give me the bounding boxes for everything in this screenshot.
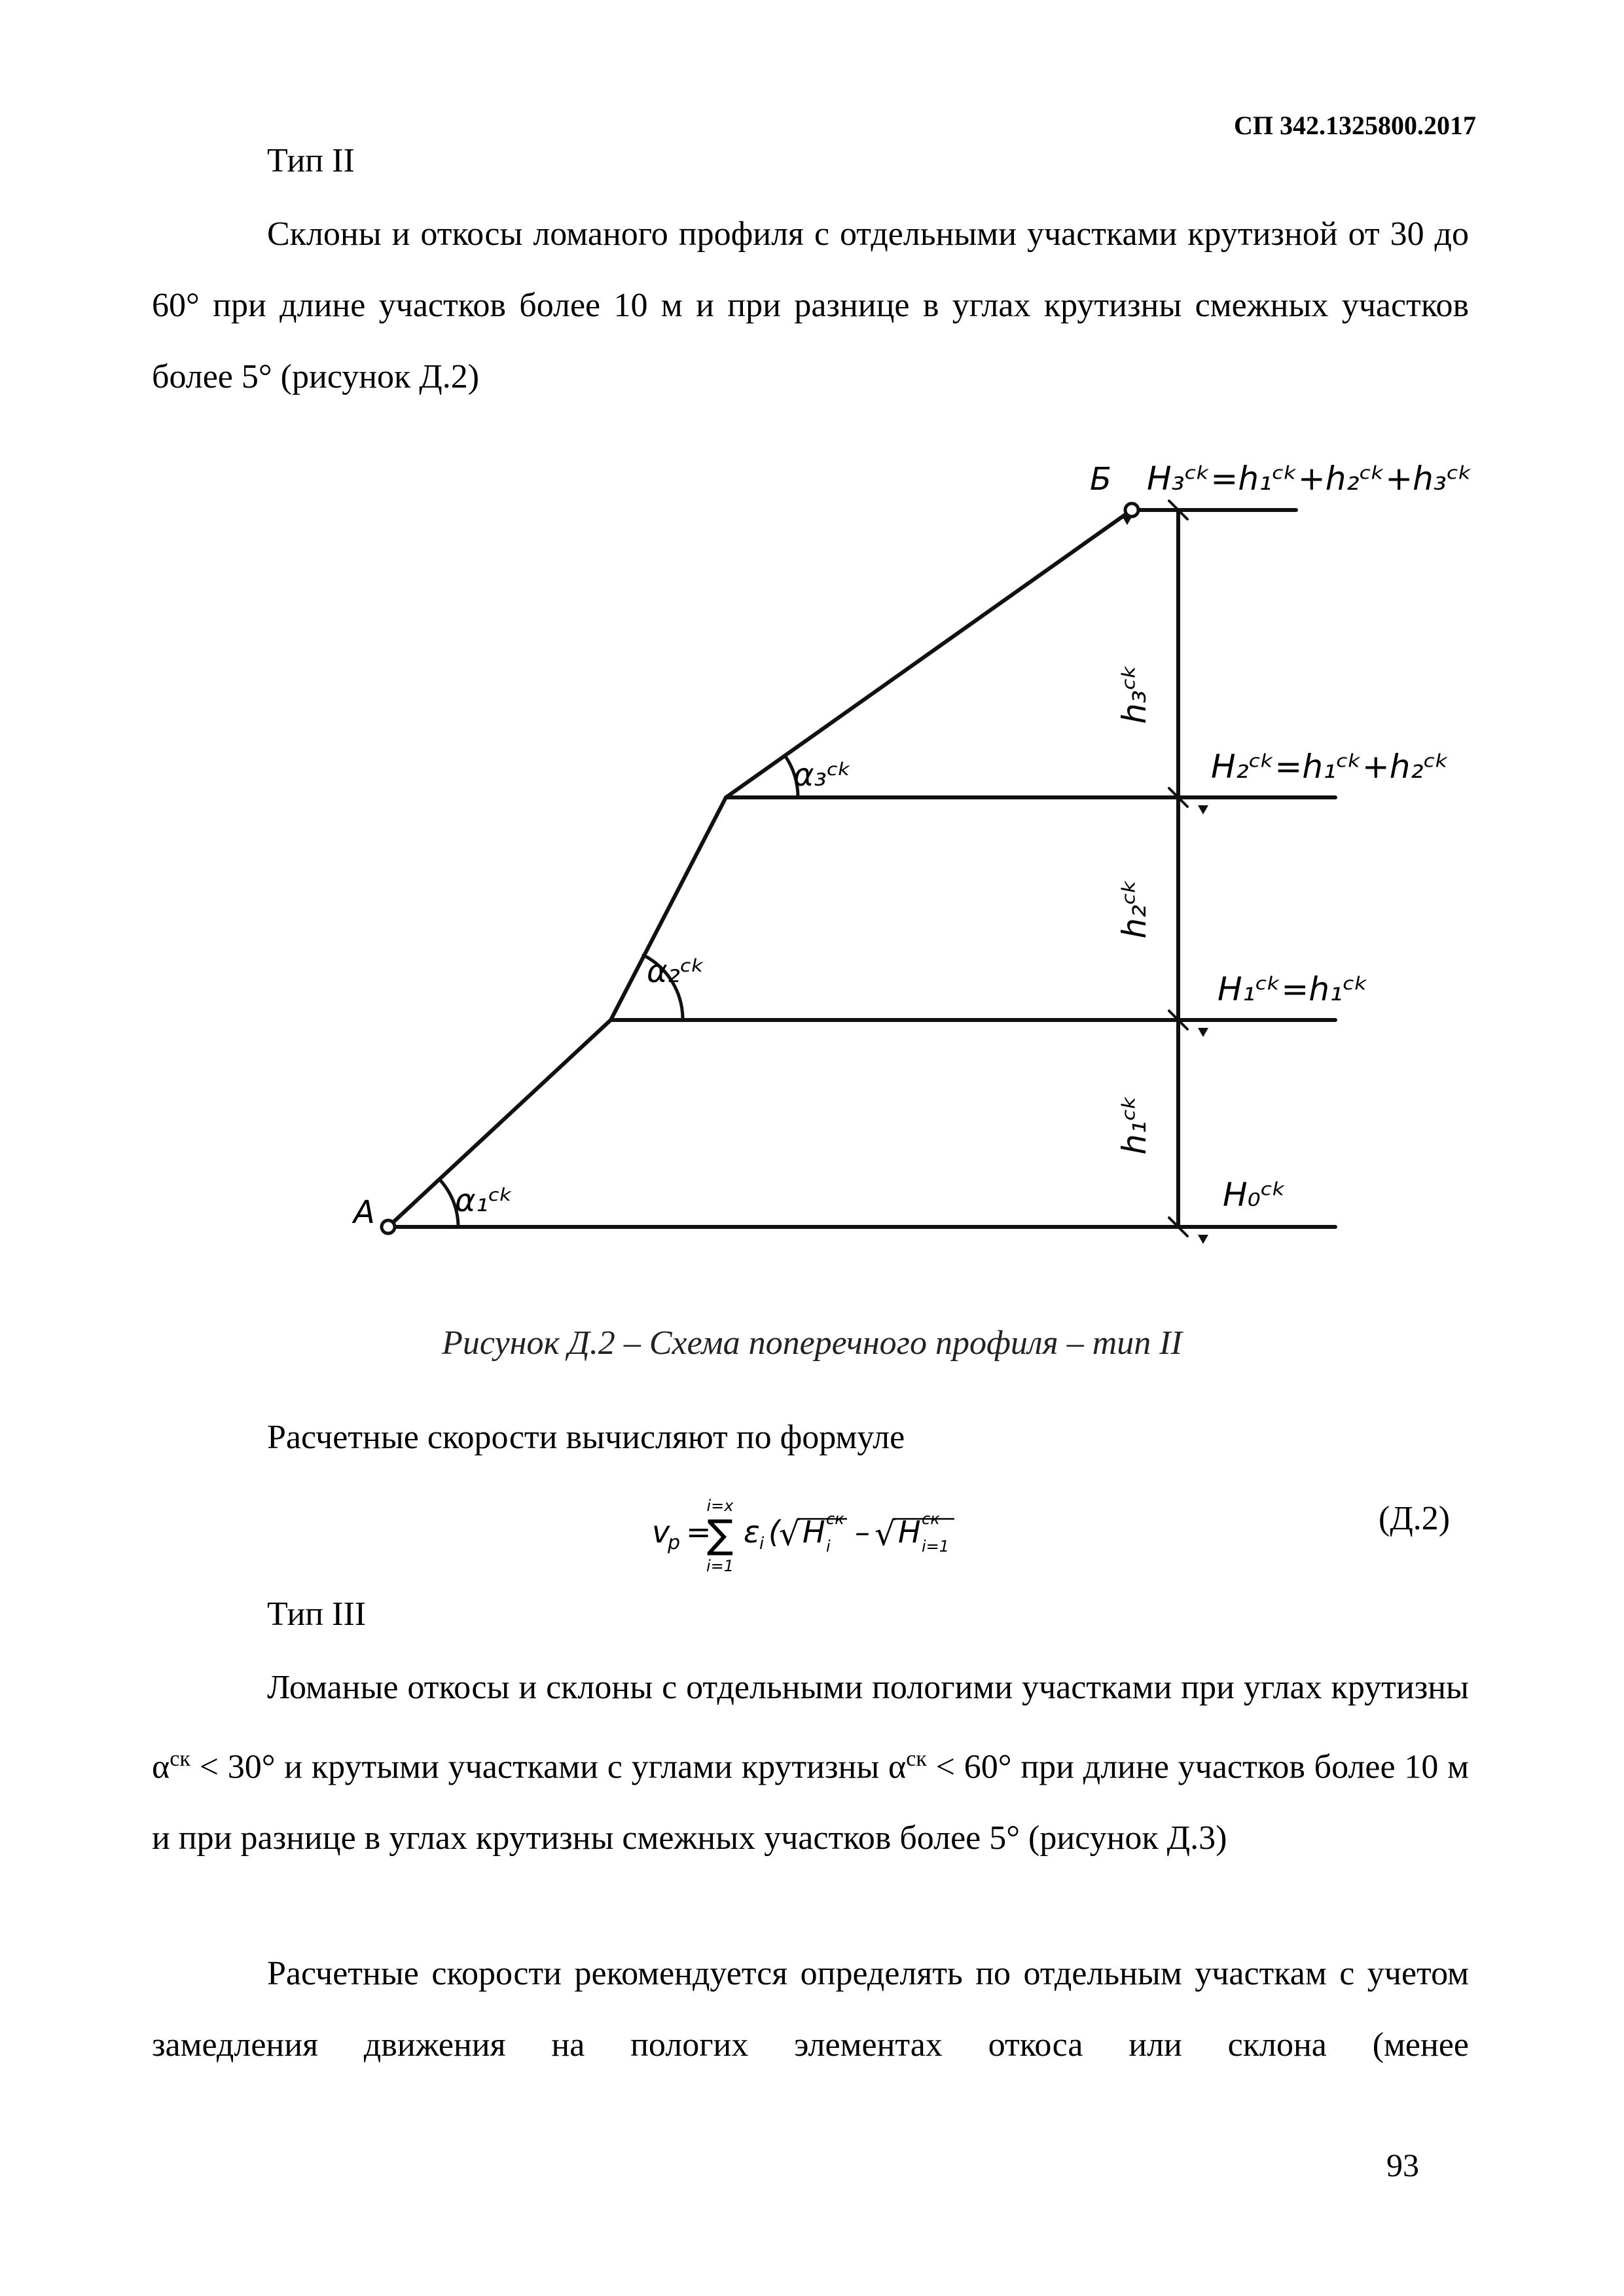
formula-lhs: v [652,1514,670,1550]
superscript-ck-2: ск [906,1747,927,1771]
angle-label-1: α₁ᶜᵏ [455,1182,514,1219]
formula-number: (Д.2) [1379,1500,1451,1537]
superscript-ck-1: ск [170,1747,190,1771]
page-number: 93 [1386,2147,1419,2183]
point-a-label: А [353,1194,375,1231]
segment-label-h2: h₂ᶜᵏ [1115,879,1153,939]
angle-label-2: α₂ᶜᵏ [647,953,706,990]
paragraph-type-3-part-a: Ломаные откосы и склоны с отдельными пологими участками при углах крутизны α [152,1669,1469,1786]
segment-label-h3: h₃ᶜᵏ [1115,664,1153,724]
figure-caption: Рисунок Д.2 – Схема поперечного профиля – тип II [442,1324,1182,1362]
level-marker-h1 [1198,1028,1208,1037]
point-a-marker [382,1220,395,1233]
level-marker-h2 [1198,805,1208,814]
level-marker-h0 [1198,1235,1208,1244]
paragraph-type-2 [152,198,1469,412]
formula-h1: H [803,1514,825,1550]
label-h0-level: H₀ᶜᵏ [1223,1176,1287,1214]
formula-h1-sub: i [826,1537,831,1556]
formula-sqrt-1: √ [779,1515,800,1553]
formula-h2-sup: ск [922,1510,940,1528]
formula-h2-sub: i=1 [922,1537,950,1556]
formula-open-paren: ( [768,1514,780,1550]
paragraph-type-3-part-c: < 60° при длине участков более 10 м и при разнице в углах крутизны смежных участков более 5° (рисунок Д.3) [152,1748,1469,1857]
document-code: СП 342.1325800.2017 [1234,111,1476,140]
point-b-marker [1125,503,1138,517]
angle-label-3: α₃ᶜᵏ [793,757,852,793]
point-b-label: Б [1090,461,1111,498]
paragraph-type-3-first [152,1652,1469,1874]
formula-lhs-sub: р [668,1531,681,1554]
paragraph-type-2-text: Склоны и откосы ломаного профиля с отдельными участками крутизной от 30 до 60° при длине участков более 10 м и при разнице в углах крутизны смежных участков более 5° (рисунок Д.2) [152,215,1469,395]
formula-eps-sub: i [759,1534,765,1554]
label-h2-level: H₂ᶜᵏ=h₁ᶜᵏ+h₂ᶜᵏ [1211,748,1450,786]
formula-h2: H [898,1514,921,1550]
label-top-level: H₃ᶜᵏ=h₁ᶜᵏ+h₂ᶜᵏ+h₃ᶜᵏ [1147,460,1473,498]
paragraph-type-3-part-b: < 30° и крутыми участками с углами крутизны α [190,1748,907,1786]
formula-sqrt-2: √ [875,1515,895,1553]
formula-intro: Расчетные скорости вычисляют по формуле [267,1419,905,1456]
formula-h1-sup: ск [826,1510,844,1528]
label-h1-level: H₁ᶜᵏ=h₁ᶜᵏ [1218,970,1369,1008]
segment-label-h1: h₁ᶜᵏ [1115,1095,1153,1155]
paragraph-type-3-second-text: Расчетные скорости рекомендуется определять по отдельным участкам с учетом замедления движения на пологих элементах откоса или склона (менее [152,1955,1469,2064]
slope-profile-diagram [353,432,1473,1270]
formula-sum-bottom: i=1 [706,1557,734,1575]
paragraph-type-3-second [152,1938,1469,2081]
formula-eps: ε [744,1514,760,1550]
section-heading-type-2: Тип II [267,142,355,179]
section-heading-type-3: Тип III [267,1595,367,1633]
formula-sum-top: i=x [706,1497,734,1515]
formula-minus: – [855,1514,870,1550]
slope-profile-line [388,510,1132,1227]
formula-d2 [648,1486,1041,1578]
formula-equals: = [686,1514,712,1550]
formula-sum-symbol: ∑ [707,1512,734,1558]
